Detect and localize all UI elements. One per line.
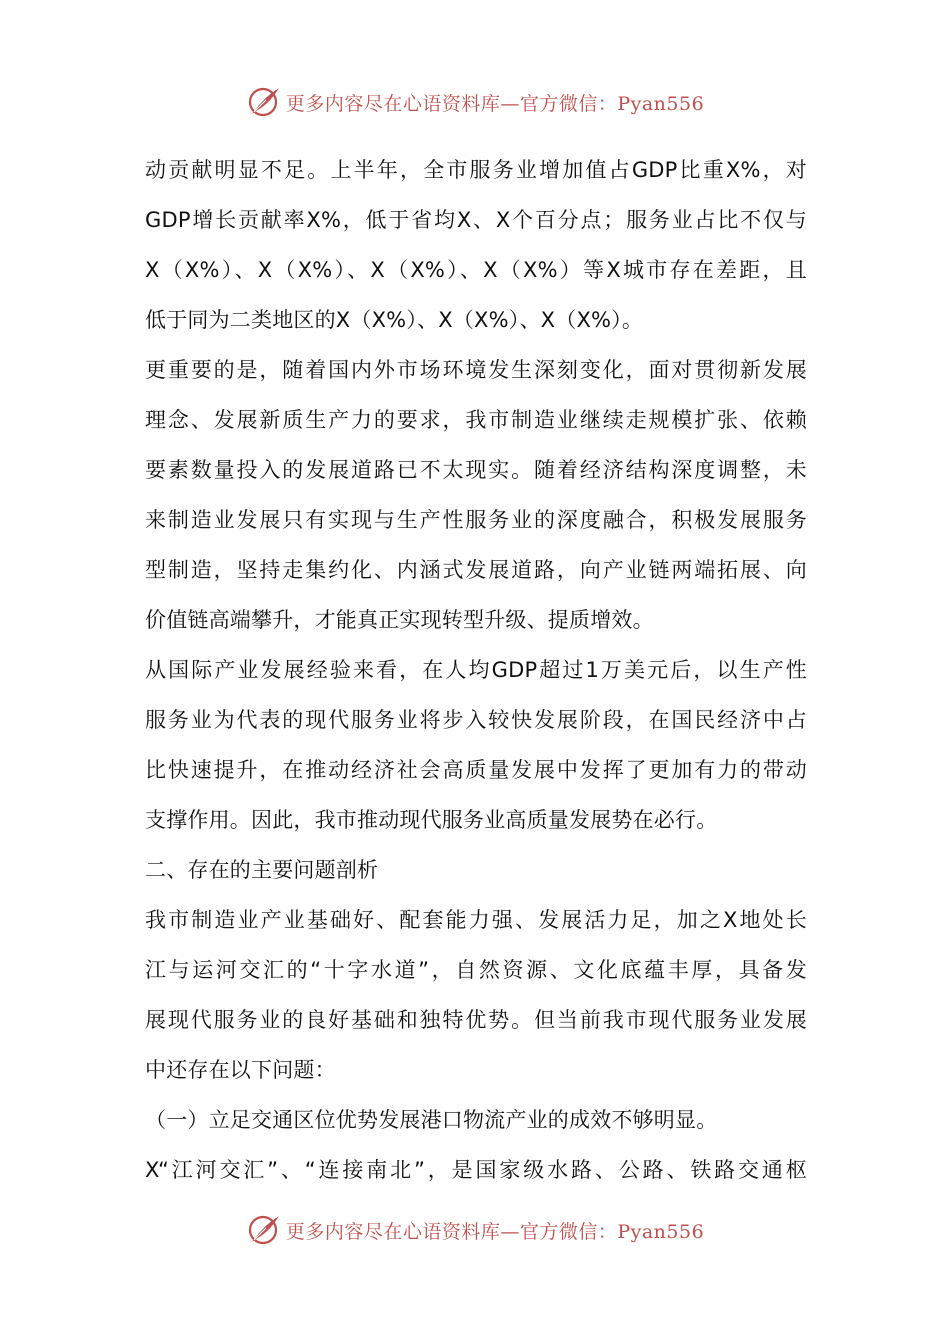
text-line: 展现代服务业的良好基础和独特优势。但当前我市现代服务业发展 (145, 1008, 807, 1032)
document-body (145, 145, 807, 1195)
text-line: 动贡献明显不足。上半年，全市服务业增加值占GDP比重X%，对 (145, 158, 807, 182)
text-line: X“江河交汇”、“连接南北”，是国家级水路、公路、铁路交通枢 (145, 1158, 807, 1182)
footer-watermark (0, 1208, 950, 1252)
text-line: 服务业为代表的现代服务业将步入较快发展阶段，在国民经济中占 (145, 708, 807, 732)
text-line: 支撑作用。因此，我市推动现代服务业高质量发展势在必行。 (145, 808, 718, 832)
text-line: 更重要的是，随着国内外市场环境发生深刻变化，面对贯彻新发展 (145, 358, 807, 382)
text-line: 从国际产业发展经验来看，在人均GDP超过1万美元后，以生产性 (145, 658, 807, 682)
header-watermark (0, 80, 950, 124)
quill-logo-icon (246, 84, 282, 120)
watermark-text: 更多内容尽在心语资料库—官方微信：Pyan556 (285, 92, 705, 115)
text-line: 低于同为二类地区的X（X%）、X（X%）、X（X%）。 (145, 308, 644, 332)
text-line: 型制造，坚持走集约化、内涵式发展道路，向产业链两端拓展、向 (145, 558, 807, 582)
text-line: 比快速提升，在推动经济社会高质量发展中发挥了更加有力的带动 (145, 758, 807, 782)
text-line: GDP增长贡献率X%，低于省均X、X个百分点；服务业占比不仅与 (145, 208, 807, 232)
watermark-text: 更多内容尽在心语资料库—官方微信：Pyan556 (285, 1220, 705, 1243)
text-line: 理念、发展新质生产力的要求，我市制造业继续走规模扩张、依赖 (145, 408, 807, 432)
text-line: 我市制造业产业基础好、配套能力强、发展活力足，加之X地处长 (145, 908, 807, 932)
text-line: （一）立足交通区位优势发展港口物流产业的成效不够明显。 (145, 1108, 718, 1132)
text-line: 价值链高端攀升，才能真正实现转型升级、提质增效。 (145, 608, 654, 632)
text-line: X（X%）、X（X%）、X（X%）、X（X%）等X城市存在差距，且 (145, 258, 807, 282)
text-line: 要素数量投入的发展道路已不太现实。随着经济结构深度调整，未 (145, 458, 807, 482)
quill-logo-icon (246, 1212, 282, 1248)
text-line: 江与运河交汇的“十字水道”，自然资源、文化底蕴丰厚，具备发 (145, 958, 807, 982)
text-line: 中还存在以下问题： (145, 1058, 336, 1082)
text-line: 来制造业发展只有实现与生产性服务业的深度融合，积极发展服务 (145, 508, 807, 532)
text-line: 二、存在的主要问题剖析 (145, 858, 379, 882)
